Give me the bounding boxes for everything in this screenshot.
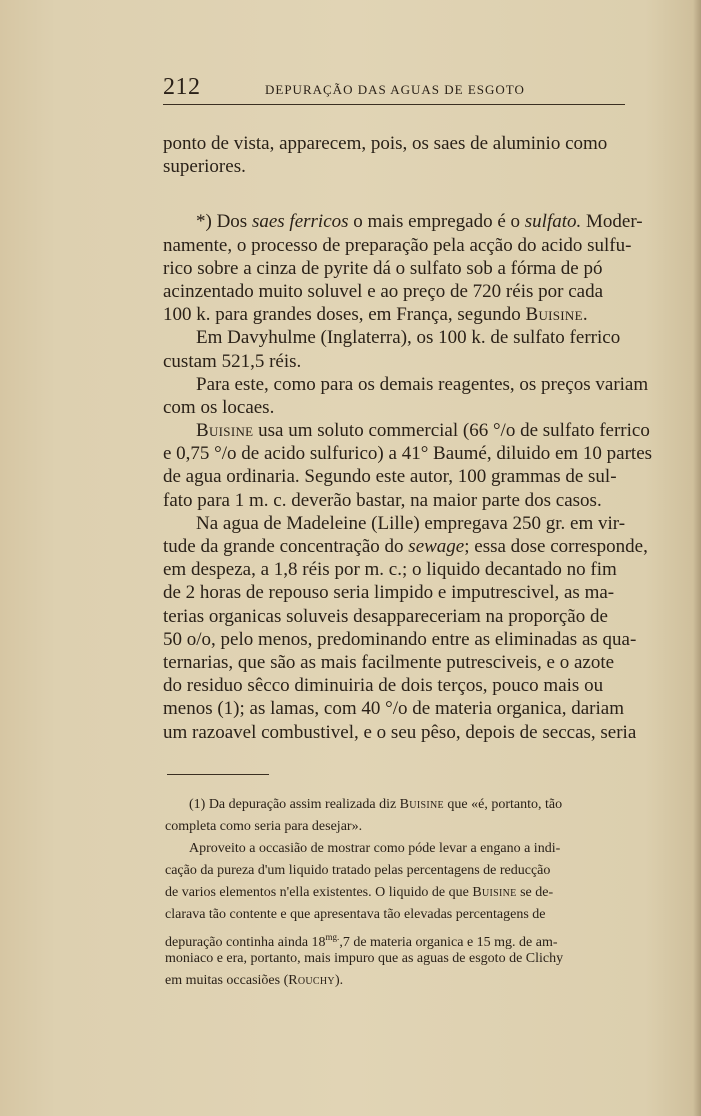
footnote-line: Aproveito a occasião de mostrar como póde levar a engano a indi-	[189, 841, 561, 856]
text-line: terias organicas soluveis desappareceriam na proporção de	[163, 605, 608, 627]
author-name: Rouchy	[288, 973, 335, 988]
text-line	[163, 210, 643, 233]
text-line: menos (1); as lamas, com 40 °/o de materia organica, dariam	[163, 698, 624, 720]
text-line: rico sobre a cinza de pyrite dá o sulfato sob a fórma de pó	[163, 257, 603, 279]
text-span: o mais empregado é o	[348, 211, 525, 233]
text-span: Dos	[211, 211, 252, 233]
text-line: acinzentado muito soluvel e ao preço de 720 réis por cada	[163, 280, 603, 302]
asterisk-marker: *)	[196, 211, 212, 233]
paragraph-gap	[163, 178, 628, 194]
footnote-line	[165, 882, 629, 904]
text-line: do residuo sêcco diminuiria de dois terços, pouco mais ou	[163, 675, 604, 697]
running-head	[163, 74, 627, 100]
text-span: .	[582, 304, 588, 326]
text-span: ).	[334, 973, 344, 988]
text-line: 50 o/o, pelo menos, predominando entre as eliminadas as qua-	[163, 628, 637, 650]
unit-superscript: mg.	[325, 932, 340, 942]
italic-term: sewage	[408, 536, 465, 557]
text-line: e 0,75 °/o de acido sulfurico) a 41° Baumé, diluido em 10 partes	[163, 443, 653, 465]
text-line	[163, 535, 648, 558]
text-span: usa um soluto commercial (66 °/o de sulfato ferrico	[253, 420, 650, 442]
author-name: Buisine	[399, 797, 444, 812]
author-name: Buisine	[525, 304, 583, 326]
text-span: Moder-	[581, 211, 643, 233]
text-line: custam 521,5 réis.	[163, 350, 302, 372]
header-rule	[163, 104, 625, 105]
text-line: de 2 horas de repouso seria limpido e imputrescivel, as ma-	[163, 582, 615, 604]
page-edge-shadow	[693, 0, 701, 1116]
text-line: um razoavel combustivel, e o seu pêso, depois de seccas, seria	[163, 721, 637, 743]
text-span: 100 k. para grandes doses, em França, segundo	[163, 304, 526, 326]
footnote-rule	[167, 774, 269, 775]
text-span: se de-	[516, 885, 554, 900]
text-line: fato para 1 m. c. deverão bastar, na maior parte dos casos.	[163, 489, 602, 511]
text-line: superiores.	[163, 156, 246, 178]
text-span: em muitas occasiões (	[165, 973, 289, 988]
footnote-line: clarava tão contente e que apresentava tão elevadas percentagens de	[165, 907, 546, 922]
text-span: depuração continha ainda 18	[165, 935, 326, 950]
text-line: ternarias, que são as mais facilmente putresciveis, e o azote	[163, 651, 615, 673]
text-span: de varios elementos n'ella existentes. O liquido de que	[165, 885, 473, 900]
author-name: Buisine	[196, 420, 254, 442]
italic-term: saes ferricos	[251, 211, 349, 233]
text-line: ponto de vista, apparecem, pois, os saes de aluminio como	[163, 133, 608, 154]
footnote-line	[165, 970, 629, 992]
text-line	[163, 419, 650, 442]
author-name: Buisine	[472, 885, 517, 900]
paragraph-gap	[163, 194, 628, 210]
text-line: Na agua de Madeleine (Lille) empregava 250 gr. em vir-	[196, 512, 626, 534]
footnote-line: cação da pureza d'um liquido tratado pelas percentagens de reducção	[165, 863, 551, 878]
text-span: tude da grande concentração do	[163, 536, 409, 557]
text-span: (1) Da depuração assim realizada diz	[189, 797, 400, 812]
text-line: com os locaes.	[163, 396, 275, 418]
footnotes	[165, 794, 629, 992]
main-text	[163, 132, 653, 744]
text-line: Para este, como para os demais reagentes, os preços variam	[196, 373, 649, 395]
text-span: ,7 de materia organica e 15 mg. de am-	[339, 935, 558, 950]
running-title: DEPURAÇÃO DAS AGUAS DE ESGOTO	[265, 82, 525, 97]
italic-term: sulfato.	[524, 211, 582, 233]
text-line: em despeza, a 1,8 réis por m. c.; o liquido decantado no fim	[163, 559, 617, 581]
footnote-line: completa como seria para desejar».	[165, 819, 363, 834]
text-span: que «é, portanto, tão	[443, 797, 563, 812]
text-span: ; essa dose corresponde,	[464, 536, 648, 557]
text-line: de agua ordinaria. Segundo este autor, 100 grammas de sul-	[163, 466, 617, 488]
page-number: 212	[163, 74, 201, 100]
footnote-line	[165, 926, 629, 948]
text-line: Em Davyhulme (Inglaterra), os 100 k. de sulfato ferrico	[196, 327, 621, 349]
text-line: namente, o processo de preparação pela acção do acido sulfu-	[163, 234, 632, 256]
footnote-line	[165, 794, 629, 816]
footnote-line: moniaco e era, portanto, mais impuro que as aguas de esgoto de Clichy	[165, 951, 564, 966]
text-line	[163, 303, 628, 326]
